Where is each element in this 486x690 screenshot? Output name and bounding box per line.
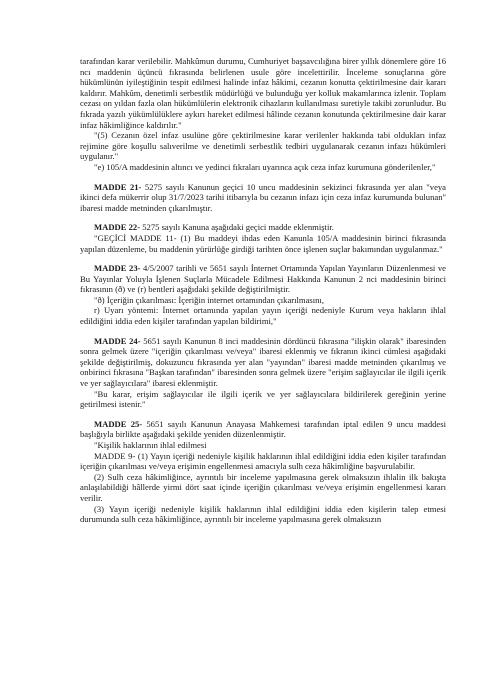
paragraph xyxy=(80,472,446,504)
paragraph xyxy=(80,305,446,326)
paragraph-gap xyxy=(80,410,446,419)
paragraph xyxy=(80,336,446,389)
paragraph-gap xyxy=(80,173,446,182)
paragraph-text: (2) Sulh ceza hâkimliğince, ayrıntılı bir inceleme yapılmasına gerek olmaksızın ihlalin ilk bakışta anlaşılabildiği hâllerde yirmi dört saat içinde içeriğin çıkarılması ve/veya erişimin engellenmesi kararı verilir. xyxy=(80,471,446,503)
paragraph xyxy=(80,130,446,162)
paragraph xyxy=(80,440,446,451)
paragraph-text: 5275 sayılı Kanunun geçici 10 uncu maddesinin sekizinci fıkrasında yer alan "veya ikinci defa mükerrir olup 31/7/2023 tarihi itibarıyla bu cezanın infazı için ceza infaz kurumunda bulunan" ibaresi madde metninden çıkarılmıştır. xyxy=(80,181,446,213)
paragraph-gap xyxy=(80,213,446,222)
paragraph-text: "(5) Cezanın özel infaz usulüne göre çektirilmesine karar verilenler hakkında tabi oldukları infaz rejimine göre koşullu salıverilme ve denetimli serbestlik tedbiri uygulanarak cezanın infazı hükümleri uygulanır." xyxy=(80,130,446,162)
paragraph xyxy=(80,56,446,130)
paragraph-text: r) Uyarı yöntemi: İnternet ortamında yapılan yayın içeriği nedeniyle Kurum veya hakların ihlal edildiğini iddia eden kişiler tarafından yapılan bildirimi," xyxy=(80,305,446,327)
paragraph-text: 5275 sayılı Kanuna aşağıdaki geçici madde eklenmiştir. xyxy=(140,222,334,233)
paragraph-text: 5651 sayılı Kanunun 8 inci maddesinin dördüncü fıkrasına "ilişkin olarak" ibaresinden sonra gelmek üzere "içeriğin çıkarılması ve/veya" ibaresi eklenmiş ve fıkranın ikinci cümlesi aşağıdaki şekilde değiştirilmiş, dokuzuncu fıkrasında yer alan "yayından" ibaresi madde metninden çıkarılmış ve onbirinci fıkrasına "Başkan tarafından" ibaresinden sonra gelmek üzere "erişim sağlayıcılar ile ilgili içerik ve yer sağlayıcılara" ibaresi eklenmiştir. xyxy=(80,335,446,389)
paragraph-text: "Bu karar, erişim sağlayıcılar ile ilgili içerik ve yer sağlayıcılara bildirilerek gereğinin yerine getirilmesi istenir." xyxy=(80,388,446,410)
article-heading: MADDE 21- xyxy=(94,181,142,192)
paragraph xyxy=(80,451,446,472)
paragraph-gap xyxy=(80,327,446,336)
paragraph-text: 4/5/2007 tarihli ve 5651 sayılı İnternet Ortamında Yapılan Yayınların Düzenlenmesi ve Bu Yayınlar Yoluyla İşlenen Suçlarla Mücadele Edilmesi Hakkında Kanunun 2 nci maddesinin birinci fıkrasının (ð) ve (r) bentleri aşağıdaki şekilde değiştirilmiştir. xyxy=(80,263,446,295)
paragraph xyxy=(80,504,446,525)
paragraph xyxy=(80,162,446,173)
paragraph xyxy=(80,389,446,410)
paragraph xyxy=(80,263,446,295)
paragraph-text: MADDE 9- (1) Yayın içeriği nedeniyle kişilik haklarının ihlal edildiğini iddia eden kişiler tarafından içeriğin çıkarılması ve/veya erişimin engellenmesi amacıyla sulh ceza hâkimliğine başvurulabilir. xyxy=(80,450,446,472)
paragraph xyxy=(80,295,446,306)
paragraph xyxy=(80,182,446,214)
article-heading: MADDE 24- xyxy=(94,335,141,346)
paragraph xyxy=(80,222,446,233)
paragraph xyxy=(80,419,446,440)
paragraph-text: tarafından karar verilebilir. Mahkûmun durumu, Cumhuriyet başsavcılığına birer yıllık dönemlere göre 16 ncı maddenin üçüncü fıkrasında belirlenen usule göre incelettirilir. İnceleme sonuçlarına göre hükümlünün iyileştiğinin tespit edilmesi halinde infaz hâkimi, cezanın konutta çektirilmesine dair kararı kaldırır. Mahkûm, denetimli serbestlik müdürlüğü ve bulunduğu yer kolluk makamlarınca izlenir. Toplam cezası on yıldan fazla olan hükümlülerin elektronik cihazların kullanılması suretiyle takibi zorunludur. Bu fıkrada yazılı yükümlülüklere aykırı hareket edilmesi hâlinde cezanın konutunda çektirilmesine dair karar infaz hâkimliğince kaldırılır." xyxy=(80,56,446,130)
paragraph xyxy=(80,233,446,254)
paragraph-text: "ð) İçeriğin çıkarılması: İçeriğin internet ortamından çıkarılmasını, xyxy=(94,294,324,305)
paragraph-text: "e) 105/A maddesinin altıncı ve yedinci fıkraları uyarınca açık ceza infaz kurumuna gönderilenler," xyxy=(94,161,436,172)
paragraph-text: 5651 sayılı Kanunun Anayasa Mahkemesi tarafından iptal edilen 9 uncu maddesi başlığıyla birlikte aşağıdaki şekilde yeniden düzenlenmiştir. xyxy=(80,418,446,440)
article-heading: MADDE 22- xyxy=(94,222,141,233)
paragraph-text: "Kişilik haklarının ihlal edilmesi xyxy=(94,440,207,450)
article-heading: MADDE 25- xyxy=(94,418,143,429)
paragraph-gap xyxy=(80,254,446,263)
paragraph-text: "GEÇİCİ MADDE 11- (1) Bu maddeyi ihdas eden Kanunla 105/A maddesinin birinci fıkrasında yapılan düzenleme, bu maddenin yürürlüğe girdiği tarihten önce işlenen suçlar bakımından uygulanmaz." xyxy=(80,232,446,254)
article-heading: MADDE 23- xyxy=(94,263,141,274)
paragraph-text: (3) Yayın içeriği nedeniyle kişilik haklarının ihlal edildiğini iddia eden kişilerin talep etmesi durumunda sulh ceza hâkimliğince, ayrıntılı bir inceleme yapılmasına gerek olmaksızın xyxy=(80,503,446,525)
